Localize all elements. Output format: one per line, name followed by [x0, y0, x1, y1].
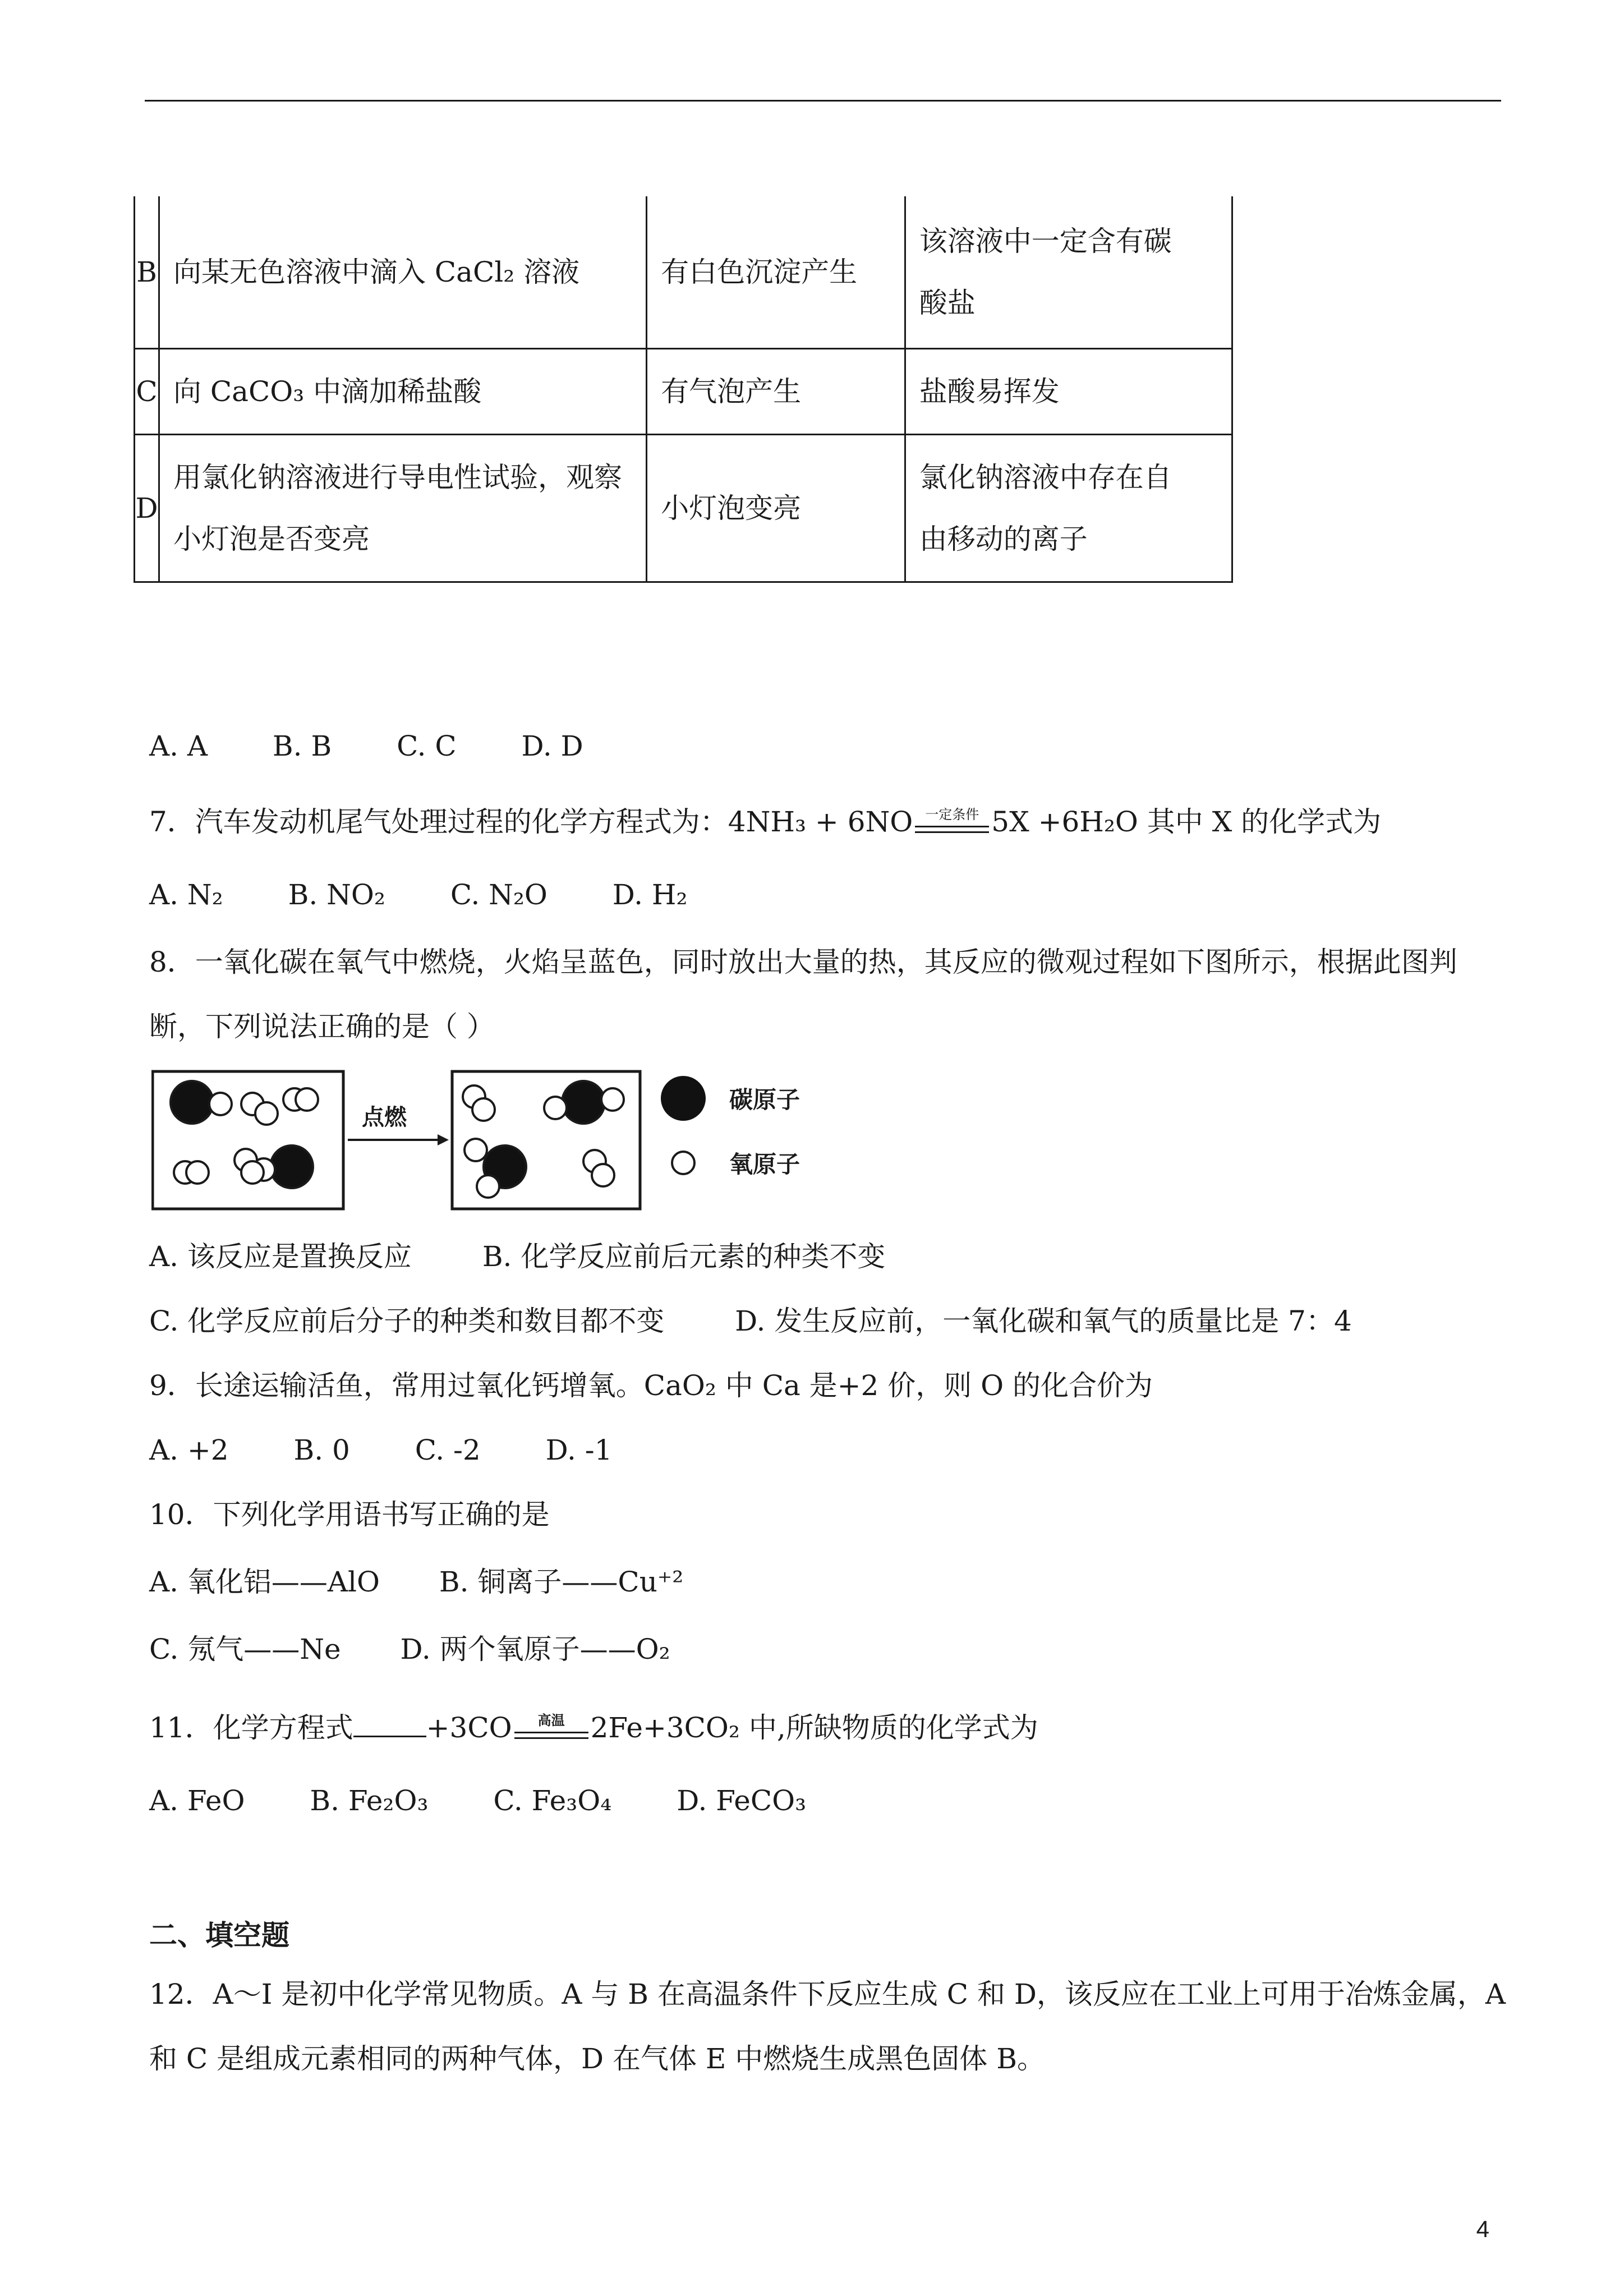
- phenomenon-cell: 有白色沉淀产生: [647, 196, 905, 349]
- choice-b[interactable]: B. 0: [293, 1434, 350, 1466]
- choice-a[interactable]: A. A: [149, 730, 208, 762]
- q11-choices: [149, 1784, 862, 1818]
- choice-b[interactable]: B. NO₂: [288, 878, 385, 911]
- legend-oxygen-marker: [672, 1152, 694, 1174]
- oxygen-atom: [186, 1161, 209, 1184]
- choice-a[interactable]: A. +2: [149, 1434, 229, 1466]
- reaction-condition-arrow: [913, 807, 991, 838]
- q10-choices-row-2: [149, 1632, 670, 1666]
- conclusion-line: 酸盐: [919, 287, 976, 319]
- choice-b[interactable]: B. 化学反应前后元素的种类不变: [482, 1240, 886, 1273]
- q7-stem-pre: 7．汽车发动机尾气处理过程的化学方程式为：4NH₃ + 6NO: [149, 806, 913, 838]
- conclusion-cell: 盐酸易挥发: [905, 349, 1232, 435]
- choice-c[interactable]: C. C: [397, 730, 457, 762]
- legend-oxygen-label: 氧原子: [729, 1151, 801, 1178]
- q9-stem: 9．长途运输活鱼，常用过氧化钙增氧。CaO₂ 中 Ca 是+2 价，则 O 的化合价为: [149, 1369, 1153, 1402]
- q11-stem: [149, 1711, 1038, 1745]
- legend-carbon-label: 碳原子: [729, 1086, 801, 1114]
- choice-c[interactable]: C. N₂O: [450, 878, 548, 911]
- choice-a[interactable]: A. 氧化铝——AlO: [149, 1566, 380, 1598]
- choice-c[interactable]: C. 氖气——Ne: [149, 1633, 341, 1665]
- q8-choices-row-2: [149, 1304, 1352, 1338]
- choice-b[interactable]: B. Fe₂O₃: [310, 1784, 429, 1817]
- arrow-head: [438, 1134, 449, 1145]
- oxygen-atom: [592, 1164, 614, 1186]
- section-title: 二、填空题: [149, 1918, 289, 1952]
- carbon-atom: [171, 1081, 213, 1124]
- table-row: [135, 196, 1232, 349]
- operation-line: 用氯化钠溶液进行导电性试验，观察: [173, 461, 622, 494]
- legend-carbon-marker: [661, 1076, 706, 1121]
- q12-line-2: 和 C 是组成元素相同的两种气体，D 在气体 E 中燃烧生成黑色固体 B。: [149, 2042, 1045, 2075]
- conclusion-line: 由移动的离子: [919, 523, 1088, 555]
- choice-d[interactable]: D. D: [521, 730, 583, 762]
- oxygen-atom: [255, 1102, 278, 1125]
- condition-label: 高温: [537, 1712, 565, 1728]
- table-row: [135, 435, 1232, 582]
- oxygen-atom: [472, 1098, 495, 1121]
- choice-c[interactable]: C. -2: [415, 1434, 481, 1466]
- choice-d[interactable]: D. FeCO₃: [677, 1784, 807, 1817]
- oxygen-atom: [477, 1175, 499, 1198]
- oxygen-atom: [241, 1161, 264, 1184]
- choice-a[interactable]: A. 该反应是置换反应: [149, 1240, 412, 1273]
- conclusion-cell: [905, 196, 1232, 349]
- q10-choices-row-1: [149, 1565, 683, 1599]
- arrow-label: 点燃: [362, 1105, 407, 1130]
- phenomenon-cell: 小灯泡变亮: [647, 435, 905, 582]
- q10-stem: 10．下列化学用语书写正确的是: [149, 1498, 550, 1531]
- choice-b[interactable]: B. B: [272, 730, 332, 762]
- operation-cell: 向 CaCO₃ 中滴加稀盐酸: [159, 349, 647, 435]
- oxygen-atom: [601, 1088, 624, 1111]
- choice-d[interactable]: D. 发生反应前，一氧化碳和氧气的质量比是 7：4: [735, 1305, 1352, 1337]
- operation-cell: [159, 435, 647, 582]
- reaction-condition-arrow: [512, 1712, 591, 1744]
- choice-c[interactable]: C. 化学反应前后分子的种类和数目都不变: [149, 1305, 665, 1337]
- carbon-atom: [270, 1145, 313, 1188]
- phenomenon-cell: 有气泡产生: [647, 349, 905, 435]
- option-label: D: [135, 435, 159, 582]
- conclusion-line: 该溶液中一定含有碳: [919, 225, 1172, 257]
- conclusion-line: 氯化钠溶液中存在自: [919, 461, 1172, 494]
- q7-choices: [149, 878, 744, 912]
- q11-stem-pre: 11．化学方程式: [149, 1711, 353, 1744]
- carbon-atom: [562, 1081, 605, 1124]
- choice-d[interactable]: D. -1: [545, 1434, 613, 1466]
- q8-stem-line-2: 断，下列说法正确的是（ ）: [149, 1010, 495, 1043]
- q8-stem-line-1: 8．一氧化碳在氧气中燃烧，火焰呈蓝色，同时放出大量的热，其反应的微观过程如下图所示，根据此图判: [149, 946, 1457, 978]
- choice-b[interactable]: B. 铜离子——Cu⁺²: [439, 1566, 684, 1598]
- q9-choices: [149, 1433, 668, 1467]
- q6-choices: [149, 729, 640, 763]
- option-label: C: [135, 349, 159, 435]
- reaction-diagram: [151, 1060, 881, 1217]
- choice-a[interactable]: A. FeO: [149, 1784, 245, 1817]
- page-number: 4: [1476, 2216, 1489, 2242]
- table-row: [135, 349, 1232, 435]
- oxygen-atom: [209, 1093, 232, 1115]
- oxygen-atom: [296, 1088, 318, 1111]
- q11-stem-mid: +3CO: [426, 1711, 512, 1744]
- option-label: B: [135, 196, 159, 349]
- operation-cell: 向某无色溶液中滴入 CaCl₂ 溶液: [159, 196, 647, 349]
- conclusion-cell: [905, 435, 1232, 582]
- header-rule: [145, 100, 1501, 102]
- choice-d[interactable]: D. H₂: [612, 878, 688, 911]
- condition-label: 一定条件: [925, 807, 979, 822]
- choice-a[interactable]: A. N₂: [149, 878, 223, 911]
- q7-stem-post: 5X +6H₂O 其中 X 的化学式为: [991, 806, 1382, 838]
- oxygen-atom: [544, 1097, 567, 1119]
- choice-d[interactable]: D. 两个氧原子——O₂: [400, 1633, 670, 1665]
- choice-c[interactable]: C. Fe₃O₄: [493, 1784, 612, 1817]
- q11-stem-post: 2Fe+3CO₂ 中,所缺物质的化学式为: [590, 1711, 1038, 1744]
- experiment-table: [134, 196, 1233, 583]
- oxygen-atom: [464, 1139, 487, 1161]
- operation-line: 小灯泡是否变亮: [173, 523, 370, 555]
- answer-blank[interactable]: [353, 1713, 426, 1737]
- q7-stem: [149, 805, 1381, 839]
- q8-choices-row-1: [149, 1240, 885, 1273]
- q12-line-1: 12．A～I 是初中化学常见物质。A 与 B 在高温条件下反应生成 C 和 D，该反应在工业上可用于冶炼金属，A: [149, 1978, 1506, 2010]
